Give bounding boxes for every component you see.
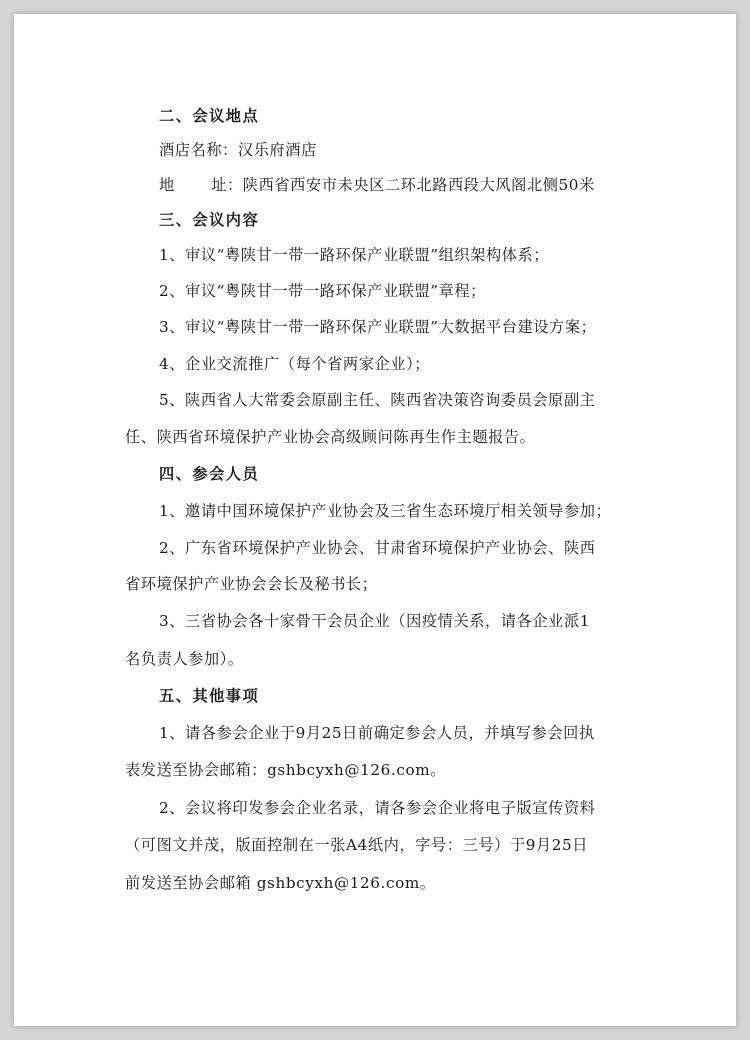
document-page: [14, 14, 736, 1026]
other-item-1-line-1: 1、请各参会企业于9月25日前确定参会人员，并填写参会回执: [159, 724, 595, 742]
attendees-item-2-line-1: 2、广东省环境保护产业协会、甘肃省环境保护产业协会、陕西: [159, 539, 596, 557]
other-item-2-line-3: 前发送至协会邮箱 gshbcyxh@126.com。: [125, 874, 436, 892]
content-item-5-line-2: 任、陕西省环境保护产业协会高级顾问陈再生作主题报告。: [125, 428, 536, 446]
content-item-3: 3、审议“粤陕甘一带一路环保产业联盟”大数据平台建设方案；: [159, 318, 597, 336]
attendees-item-2-line-2: 省环境保护产业协会会长及秘书长；: [125, 575, 378, 593]
attendees-item-1: 1、邀请中国环境保护产业协会及三省生态环境厅相关领导参加；: [159, 502, 612, 520]
section-heading-attendees: 四、参会人员: [159, 465, 260, 483]
content-item-4: 4、企业交流推广（每个省两家企业）；: [159, 355, 431, 373]
content-item-2: 2、审议“粤陕甘一带一路环保产业联盟”章程；: [159, 282, 486, 300]
hotel-name-line: 酒店名称：汉乐府酒店: [159, 141, 317, 159]
attendees-item-3-line-2: 名负责人参加）。: [125, 650, 244, 668]
content-item-1: 1、审议“粤陕甘一带一路环保产业联盟”组织架构体系；: [159, 246, 550, 264]
other-item-2-line-1: 2、会议将印发参会企业名录，请各参会企业将电子版宣传资料: [159, 799, 596, 817]
address-label: 地 址: [159, 176, 227, 194]
other-item-2-line-2: （可图文并茂，版面控制在一张A4纸内，字号：三号）于9月25日: [125, 836, 589, 854]
section-heading-content: 三、会议内容: [159, 211, 260, 229]
address-line: [159, 171, 595, 199]
attendees-item-3-line-1: 3、三省协会各十家骨干会员企业（因疫情关系，请各企业派1: [159, 612, 591, 630]
section-heading-location: 二、会议地点: [159, 107, 260, 125]
address-value: ：陕西省西安市未央区二环北路西段大风阁北侧50米: [227, 176, 595, 194]
content-item-5-line-1: 5、陕西省人大常委会原副主任、陕西省决策咨询委员会原副主: [159, 391, 596, 409]
other-item-1-line-2: 表发送至协会邮箱：gshbcyxh@126.com。: [125, 761, 446, 779]
section-heading-other: 五、其他事项: [159, 687, 260, 705]
